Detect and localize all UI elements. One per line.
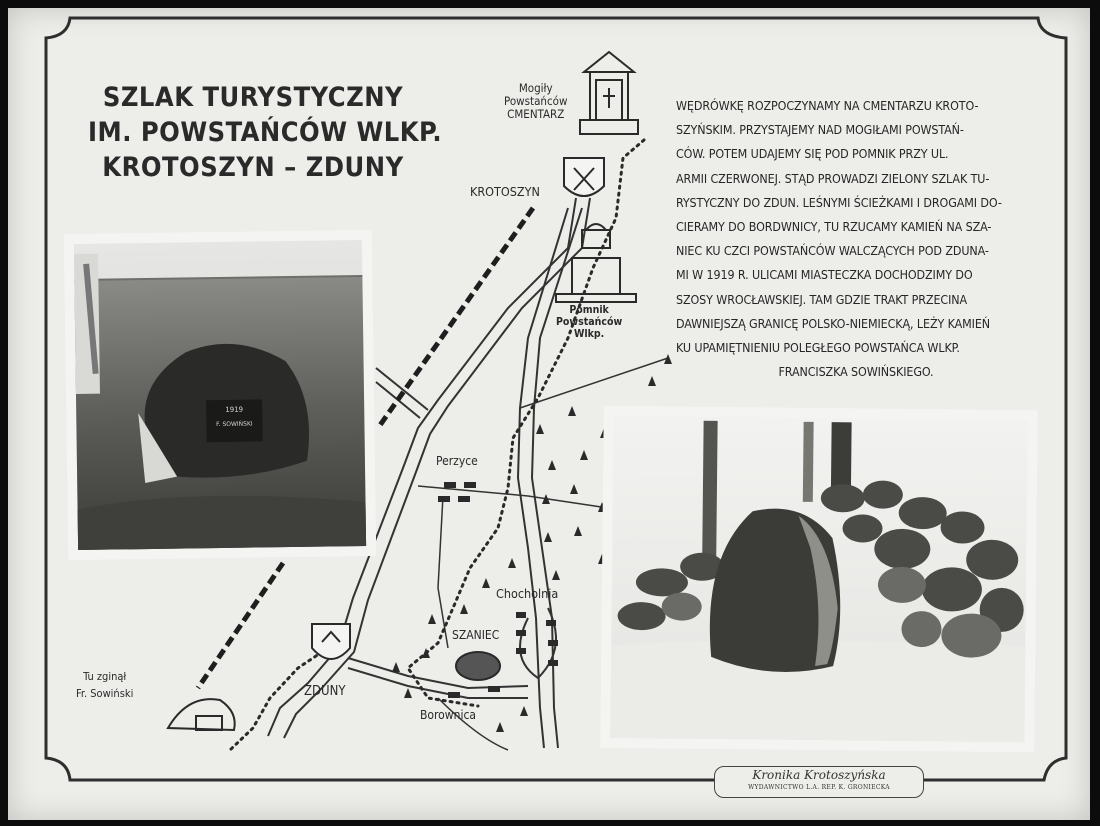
map-title	[88, 80, 443, 185]
photo-field-stone-image	[64, 230, 377, 560]
description-line: KU UPAMIĘTNIENIU POLEGŁEGO POWSTAŃCA WLKP.	[676, 340, 960, 356]
label-krotoszyn: KROTOSZYN	[470, 184, 540, 199]
description-line: RYSTYCZNY DO ZDUN. LEŚNYMI ŚCIEŻKAMI I DROGAMI DO-	[676, 194, 1002, 210]
szaniec-mound	[456, 652, 500, 680]
label-perzyce: Perzyce	[436, 454, 478, 468]
description-line: CIERAMY DO BORDWNICY, TU RZUCAMY KAMIEŃ NA SZA-	[676, 219, 992, 235]
description-line: SZYŃSKIM. PRZYSTAJEMY NAD MOGIŁAMI POWSTAŃ-	[676, 122, 964, 138]
description-line: WĘDRÓWKĘ ROZPOCZYNAMY NA CMENTARZU KROTO-	[676, 98, 979, 113]
photo-stone-mound-image	[600, 406, 1038, 753]
trail-description	[676, 94, 1016, 384]
description-signature: FRANCISZKA SOWIŃSKIEGO.	[778, 364, 934, 380]
label-szaniec: SZANIEC	[452, 628, 500, 642]
trail-dotted-west	[230, 648, 328, 750]
plaque-year: 1919	[225, 405, 244, 414]
label-monument: Pomnik Powstańców Wlkp.	[556, 304, 623, 340]
label-zduny: ZDUNY	[304, 684, 346, 699]
road-east	[520, 358, 668, 408]
stamp-subtitle: WYDAWNICTWO L.A. REP. K. GRONIECKA	[748, 784, 890, 791]
coat-of-arms-keys-icon	[564, 158, 604, 196]
title-line-3: KROTOSZYN – ZDUNY	[102, 152, 404, 183]
perzyce-buildings	[438, 482, 476, 502]
title-line-2: IM. POWSTAŃCÓW WLKP.	[88, 117, 443, 148]
description-line: SZOSY WROCŁAWSKIEJ. TAM GDZIE TRAKT PRZECINA	[676, 291, 968, 307]
description-line: MI W 1919 R. ULICAMI MIASTECZKA DOCHODZIMY DO	[676, 267, 973, 283]
railway-south	[198, 563, 283, 688]
chapel-icon	[580, 52, 638, 134]
coat-of-arms-icon	[312, 624, 350, 659]
description-line: ARMII CZERWONEJ. STĄD PROWADZI ZIELONY SZLAK TU-	[676, 170, 990, 186]
description-line: CÓW. POTEM UDAJEMY SIĘ POD POMNIK PRZY UL.	[676, 146, 949, 162]
photo-memorial-stone	[64, 230, 377, 560]
label-chocholnia: Chocholnia	[496, 586, 559, 601]
stamp-title: Kronika Krotoszyńska	[752, 768, 886, 782]
photo-szaniec-stones	[600, 406, 1038, 753]
title-line-1: SZLAK TURYSTYCZNY	[102, 82, 404, 113]
label-death-place: Tu zginął Fr. Sowiński	[76, 670, 134, 700]
label-borownica: Borownica	[420, 708, 477, 722]
publisher-stamp	[714, 766, 924, 798]
description-line: NIEC KU CZCI POWSTAŃCÓW WALCZĄCYCH POD ZDUNA-	[676, 243, 989, 259]
description-line: DAWNIEJSZĄ GRANICĘ POLSKO-NIEMIECKĄ, LEŻY KAMIEŃ	[676, 315, 991, 331]
plaque-name: F. SOWIŃSKI	[216, 420, 253, 429]
label-cemetery: Mogiły Powstańców CMENTARZ	[504, 81, 568, 121]
tourist-trail-card	[8, 8, 1090, 820]
memorial-stone-icon	[168, 699, 235, 730]
